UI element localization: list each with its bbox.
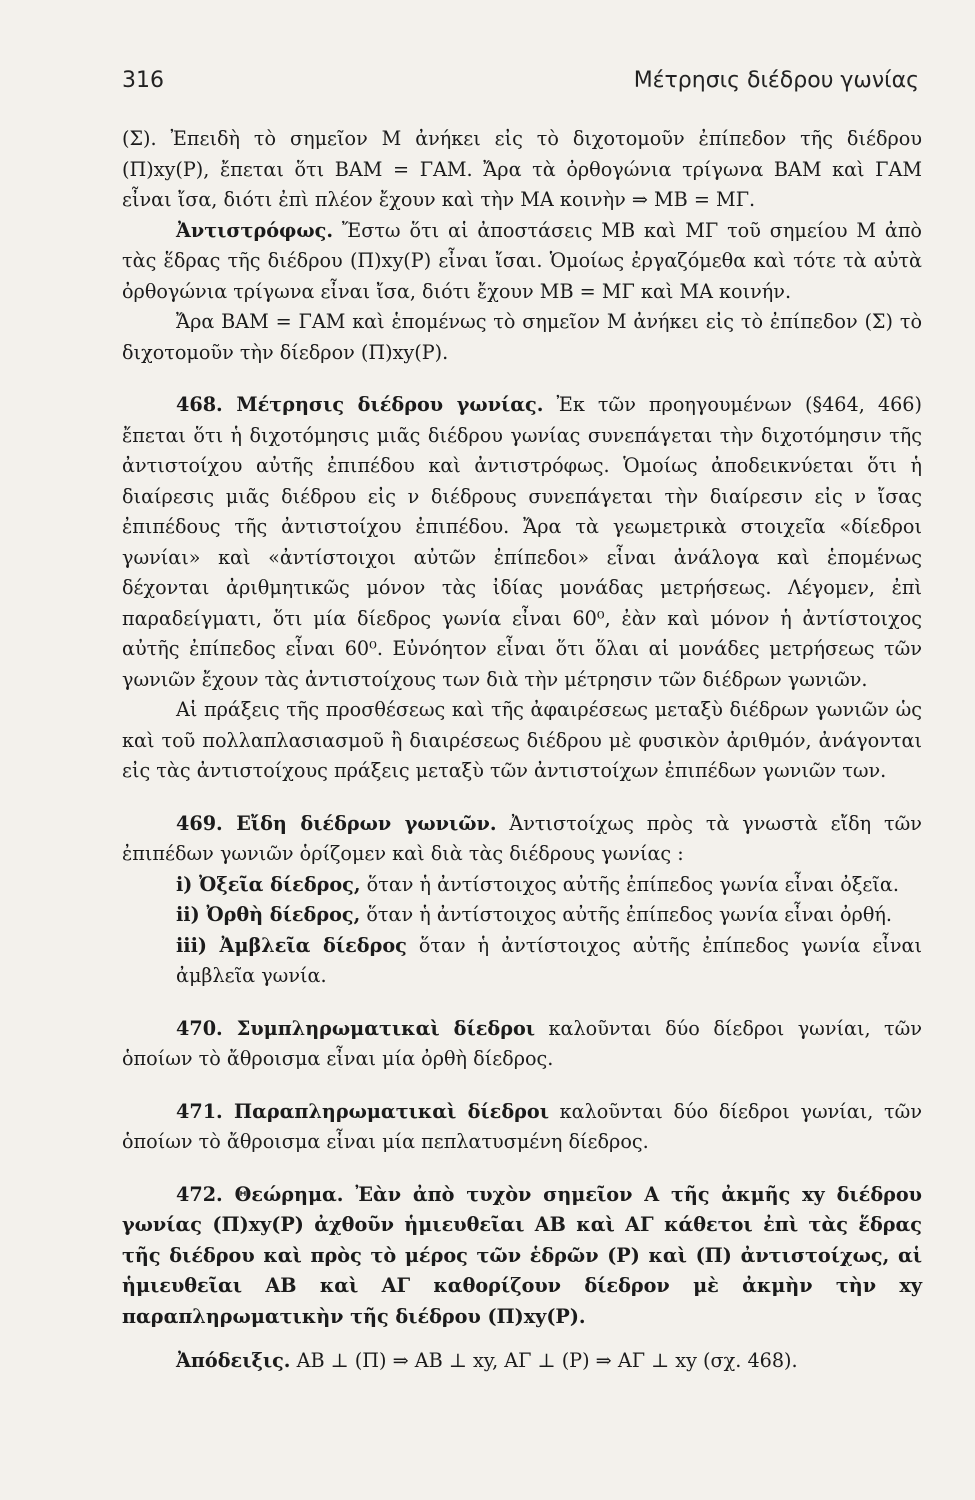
section-472-theorem: 472. Θεώρημα. Ἐὰν ἀπὸ τυχὸν σημεῖον Α τῆς ἀκμῆς xy διέδρου γωνίας (Π)xy(Ρ) ἀχθοῦν ἡμιευθεῖαι ΑΒ καὶ ΑΓ κάθετοι ἐπὶ τὰς ἕδρας τῆς διέδρου καὶ πρὸς τὸ μέρος τῶν ἑδρῶν (Ρ) καὶ (Π) ἀντιστοίχως, αἱ ἡμιευθεῖαι ΑΒ καὶ ΑΓ καθορίζουν δίεδρον μὲ ἀκμὴν τὴν xy παραπληρωματικὴν τῆς διέδρου (Π)xy(Ρ). <box>122 1182 922 1328</box>
acute-text: ὅταν ἡ ἀντίστοιχος αὐτῆς ἐπίπεδος γωνία εἶναι ὀξεῖα. <box>360 872 899 896</box>
section-468 <box>122 390 922 695</box>
section-469-text: Ἀντιστοίχως πρὸς τὰ γνωστὰ εἴδη τῶν ἐπιπέδων γωνιῶν ὁρίζομεν καὶ διὰ τὰς διέδρους γωνίας : <box>122 811 922 865</box>
converse-text: Ἔστω ὅτι αἱ ἀποστάσεις ΜΒ καὶ ΜΓ τοῦ σημείου Μ ἀπὸ τὰς ἕδρας τῆς διέδρου (Π)xy(Ρ) εἶναι ἴσαι. Ὁμοίως ἐργαζόμεθα καὶ τότε τὰ αὐτὰ ὀρθογώνια τρίγωνα εἶναι ἴσα, διότι ἔχουν ΜΒ = ΜΓ καὶ ΜΑ κοινήν. <box>122 218 922 303</box>
page-number: 316 <box>122 68 164 93</box>
section-471 <box>122 1097 922 1158</box>
section-470 <box>122 1014 922 1075</box>
converse-label: Ἀντιστρόφως. <box>176 218 334 242</box>
right-label: ii) Ὀρθὴ δίεδρος, <box>176 903 361 926</box>
section-470-text: καλοῦνται δύο δίεδροι γωνίαι, τῶν ὁποίων τὸ ἄθροισμα εἶναι μία ὀρθὴ δίεδρος. <box>122 1016 922 1070</box>
list-item-acute <box>122 870 922 901</box>
section-470-title: 470. Συμπληρωματικαὶ δίεδροι <box>176 1016 536 1040</box>
section-471-title: 471. Παραπληρωματικαὶ δίεδροι <box>176 1099 549 1123</box>
paragraph-conclusion: Ἄρα ΒΑΜ = ΓΑΜ καὶ ἑπομένως τὸ σημεῖον Μ ἀνήκει εἰς τὸ ἐπίπεδον (Σ) τὸ διχοτομοῦν τὴν δίεδρον (Π)xy(Ρ). <box>122 310 922 364</box>
section-468-title: 468. Μέτρησις διέδρου γωνίας. <box>176 393 544 416</box>
obtuse-text: ὅταν ἡ ἀντίστοιχος αὐτῆς ἐπίπεδος γωνία εἶναι ἀμβλεῖα γωνία. <box>176 933 922 987</box>
page-header <box>122 68 919 104</box>
proof-label: Ἀπόδειξις. <box>176 1349 291 1372</box>
section-469 <box>122 809 922 870</box>
paragraph-operations: Αἱ πράξεις τῆς προσθέσεως καὶ τῆς ἀφαιρέσεως μεταξὺ διέδρων γωνιῶν ὡς καὶ τοῦ πολλαπλασιασμοῦ ἢ διαιρέσεως διέδρου μὲ φυσικὸν ἀριθμόν, ἀνάγονται εἰς τὰς ἀντιστοίχους πράξεις μεταξὺ τῶν ἀντιστοίχων ἐπιπέδων γωνιῶν των. <box>122 698 922 782</box>
section-468-text: Ἐκ τῶν προηγουμένων (§464, 466) ἔπεται ὅτι ἡ διχοτόμησις μιᾶς διέδρου γωνίας συνεπάγεται τὴν διχοτόμησιν τῆς ἀντιστοίχου αὐτῆς ἐπιπέδου καὶ ἀντιστρόφως. Ὁμοίως ἀποδεικνύεται ὅτι ἡ διαίρεσις μιᾶς διέδρου εἰς ν διέδρους συνεπάγεται τὴν διαίρεσιν εἰς ν ἴσας ἐπιπέδους τῆς ἀντιστοίχου ἐπιπέδου. Ἄρα τὰ γεωμετρικὰ στοιχεῖα «δίεδροι γωνίαι» καὶ «ἀντίστοιχοι αὐτῶν ἐπίπεδοι» εἶναι ἀνάλογα καὶ ἑπομένως δέχονται ἀριθμητικῶς μόνον τὰς ἰδίας μονάδας μετρήσεως. Λέγομεν, ἐπὶ παραδείγματι, ὅτι μία δίεδρος γωνία εἶναι 60⁰, ἐὰν καὶ μόνον ἡ ἀντίστοιχος αὐτῆς ἐπίπεδος εἶναι 60⁰. Εὐνόητον εἶναι ὅτι ὅλαι αἱ μονάδες μετρήσεως τῶν γωνιῶν ἔχουν τὰς ἀντιστοίχους των διὰ τὴν μέτρησιν τῶν διέδρων γωνιῶν. <box>122 393 922 691</box>
list-item-right <box>122 900 922 931</box>
section-471-text: καλοῦνται δύο δίεδροι γωνίαι, τῶν ὁποίων τὸ ἄθροισμα εἶναι μία πεπλατυσμένη δίεδρος. <box>122 1099 922 1153</box>
list-item-obtuse <box>122 931 922 992</box>
paragraph-proof <box>122 1346 922 1377</box>
obtuse-label: iii) Ἀμβλεῖα δίεδρος <box>176 933 407 957</box>
acute-label: i) Ὀξεῖα δίεδρος, <box>176 872 361 896</box>
running-title: Μέτρησις διέδρου γωνίας <box>633 68 919 93</box>
paragraph-proof-continuation: (Σ). Ἐπειδὴ τὸ σημεῖον Μ ἀνήκει εἰς τὸ διχοτομοῦν ἐπίπεδον τῆς διέδρου (Π)xy(Ρ), ἔπεται ὅτι ΒΑΜ = ΓΑΜ. Ἄρα τὰ ὀρθογώνια τρίγωνα ΒΑΜ καὶ ΓΑΜ εἶναι ἴσα, διότι ἐπὶ πλέον ἔχουν καὶ τὴν ΜΑ κοινὴν ⇒ ΜΒ = ΜΓ. <box>122 127 922 211</box>
page-body <box>122 124 922 1377</box>
section-469-title: 469. Εἴδη διέδρων γωνιῶν. <box>176 811 497 835</box>
paragraph-converse <box>122 216 922 308</box>
proof-text: ΑΒ ⊥ (Π) ⇒ ΑΒ ⊥ xy, ΑΓ ⊥ (Ρ) ⇒ ΑΓ ⊥ xy (σχ. 468). <box>290 1349 798 1372</box>
right-text: ὅταν ἡ ἀντίστοιχος αὐτῆς ἐπίπεδος γωνία εἶναι ὀρθή. <box>360 903 892 926</box>
